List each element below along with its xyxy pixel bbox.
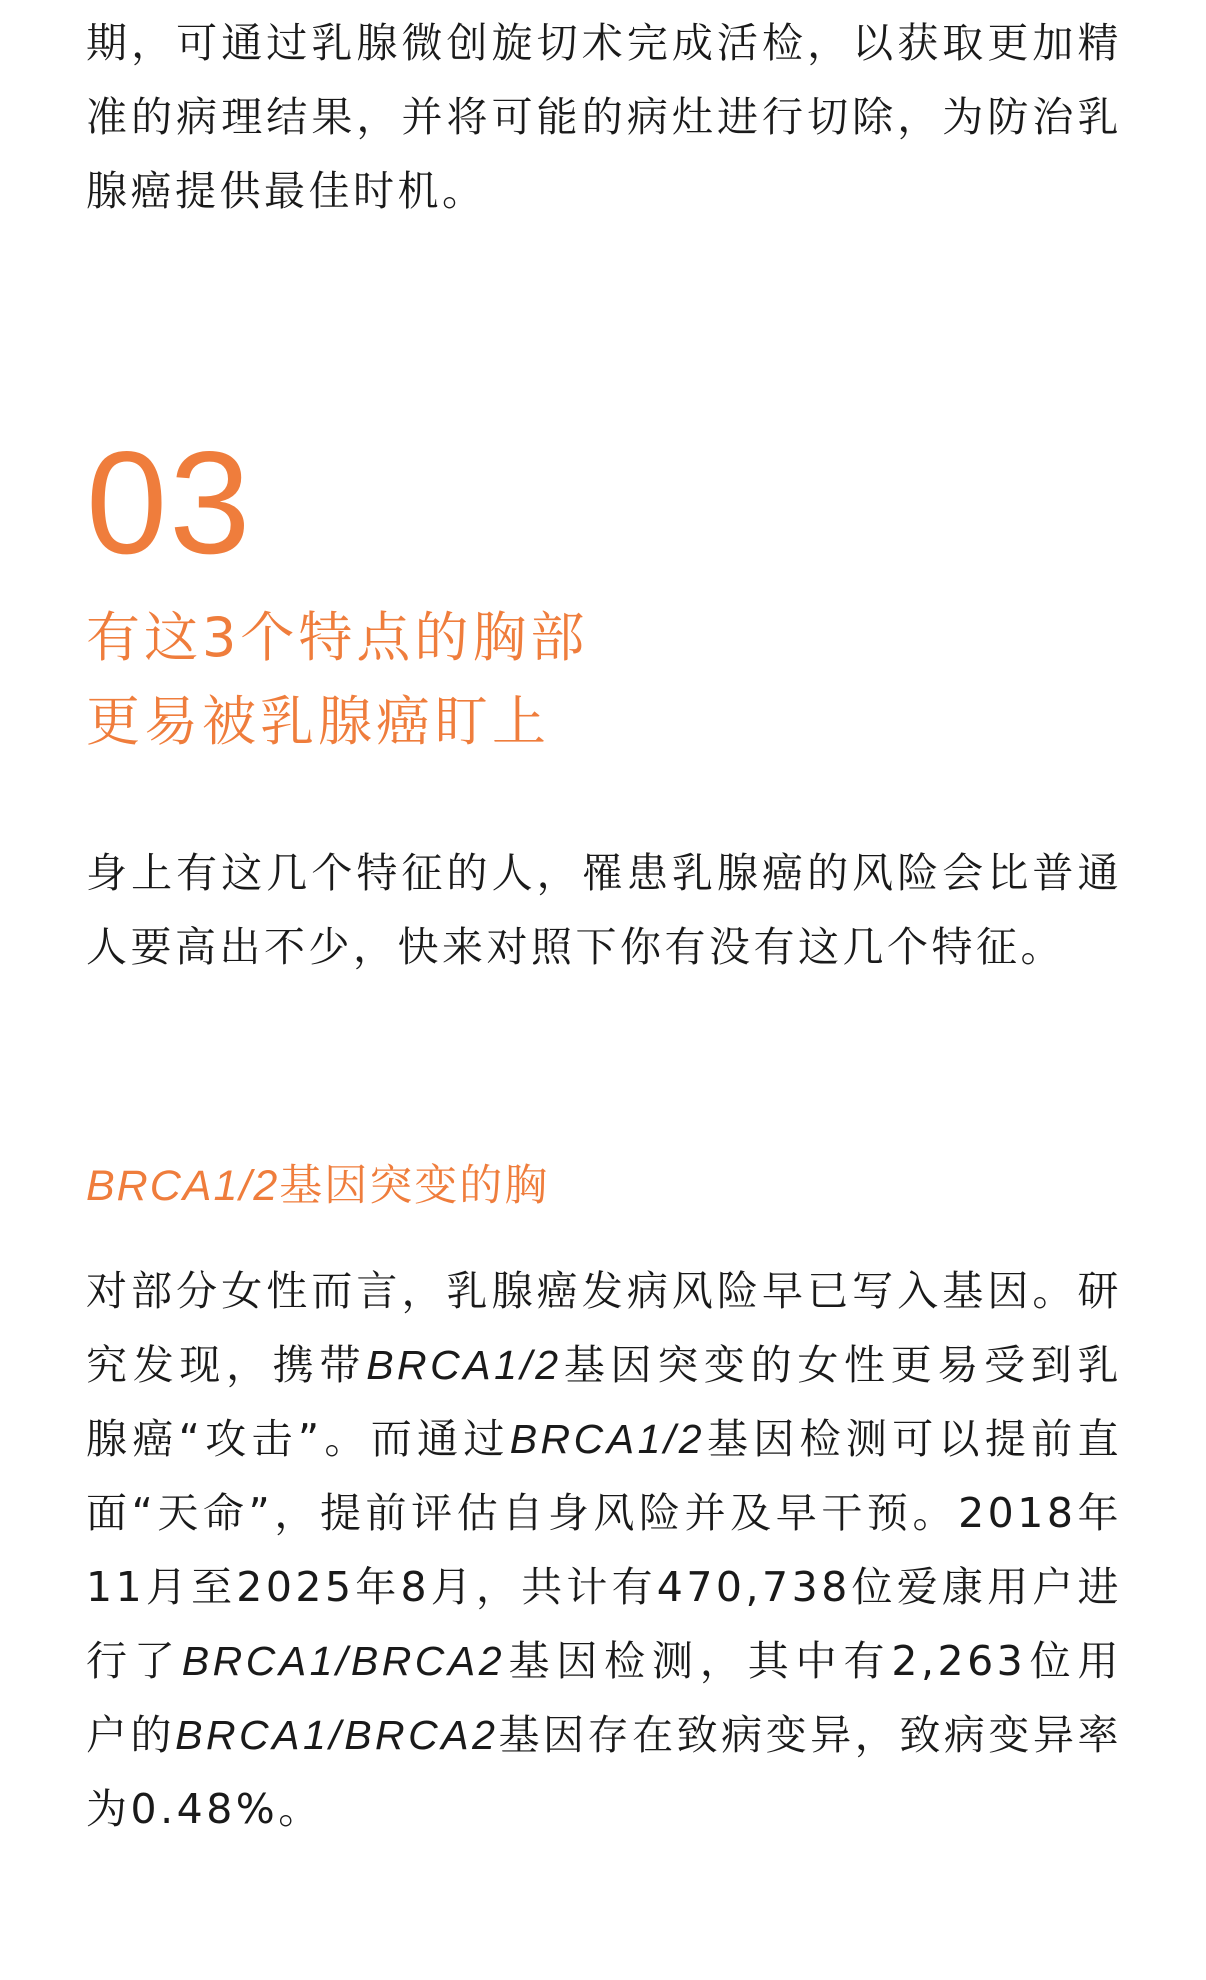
section-title: [86, 596, 588, 764]
gene-term-2: BRCA1/2: [509, 1416, 706, 1462]
section-title-line-1: 有这3个特点的胸部: [86, 606, 589, 669]
body-text-3: 基因检测可以提前直面“天命”，提前评估自身风险并及早干预。2018年11月至2025年8月，共计有470,738位爱康用户进行了: [86, 1415, 1123, 1685]
gene-term-4: BRCA1/BRCA2: [175, 1712, 499, 1758]
section-intro-paragraph: 身上有这几个特征的人，罹患乳腺癌的风险会比普通人要高出不少，快来对照下你有没有这几个特征。: [86, 849, 1122, 971]
body-text-4: 基因检测，其中有2,263位用户的: [86, 1637, 1123, 1759]
section-number: 03: [86, 421, 253, 584]
body-text-1: 对部分女性而言，乳腺癌发病风险早已写入基因。研究发现，携带: [86, 1267, 1122, 1389]
body-text-5: 基因存在致病变异，致病变异率为0.48%。: [86, 1711, 1123, 1833]
gene-term-1: BRCA1/2: [366, 1342, 562, 1388]
section-title-line-2: 更易被乳腺癌盯上: [86, 690, 550, 753]
gene-term-3: BRCA1/BRCA2: [181, 1638, 506, 1684]
subsection-heading: [86, 1156, 549, 1216]
body-text-2: 基因突变的女性更易受到乳腺癌“攻击”。而通过: [86, 1341, 1123, 1463]
article-body: [86, 0, 1123, 1833]
intro-paragraph: 期，可通过乳腺微创旋切术完成活检，以获取更加精准的病理结果，并将可能的病灶进行切除，为防治乳腺癌提供最佳时机。: [86, 19, 1122, 215]
subsection-heading-gene: BRCA1/2: [86, 1162, 280, 1210]
subsection-body-paragraph: [86, 1254, 1122, 1846]
subsection-heading-text: 基因突变的胸: [279, 1161, 550, 1211]
